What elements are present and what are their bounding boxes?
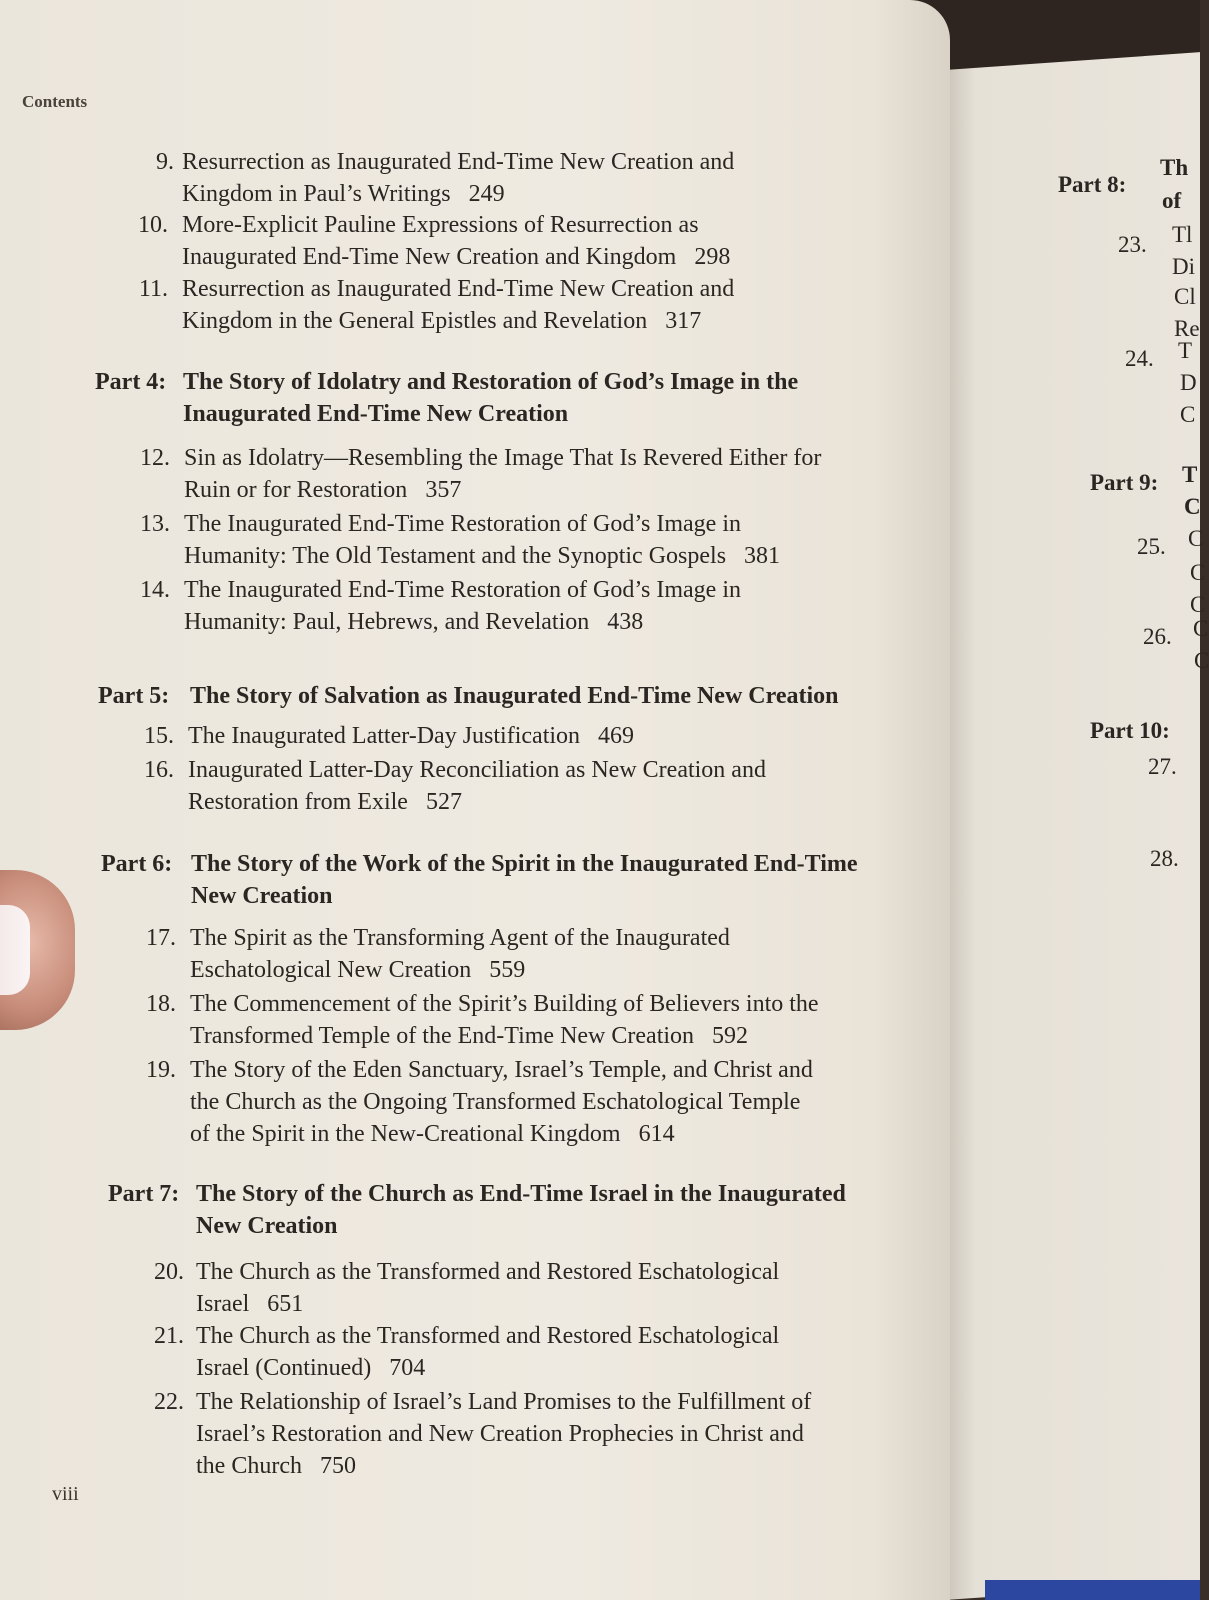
chapter-number: 10. (138, 212, 168, 238)
chapter-number: 13. (140, 511, 170, 537)
chapter-title-line: The Inaugurated Latter-Day Justification (188, 723, 581, 749)
page-number: 614 (638, 1121, 675, 1147)
page-number: 704 (389, 1355, 426, 1381)
chapter-title-line: More-Explicit Pauline Expressions of Resurrection as (182, 212, 699, 238)
chapter-number: 21. (154, 1323, 184, 1349)
part-title-line: New Creation (191, 883, 333, 909)
right-title-fragment: C (1190, 560, 1206, 585)
page-number: 750 (319, 1453, 356, 1479)
chapter-title-line: Resurrection as Inaugurated End-Time New Creation and (182, 149, 735, 175)
chapter-title-line: Kingdom in the General Epistles and Revelation (182, 308, 648, 334)
chapter-number: 14. (140, 577, 170, 603)
chapter-title-line: of the Spirit in the New-Creational Kingdom (190, 1121, 621, 1147)
chapter-number: 20. (154, 1259, 184, 1285)
chapter-number: 22. (154, 1389, 184, 1415)
right-part-title-fragment: C (1184, 494, 1201, 519)
right-chapter-number: 25. (1137, 534, 1166, 559)
right-title-fragment: C (1188, 526, 1204, 551)
page-number: 357 (425, 477, 462, 503)
right-title-fragment: Re (1174, 316, 1200, 341)
chapter-title-line: The Church as the Transformed and Restored Eschatological (196, 1323, 780, 1349)
chapter-title-line: Restoration from Exile (188, 789, 408, 815)
chapter-title-line: The Commencement of the Spirit’s Building of Believers into the (190, 991, 819, 1017)
chapter-number: 18. (146, 991, 176, 1017)
page-number: 249 (468, 181, 505, 207)
right-title-fragment: Tl (1172, 222, 1193, 247)
chapter-title-line: Humanity: The Old Testament and the Synoptic Gospels (184, 543, 727, 569)
part-label: Part 7: (108, 1181, 180, 1207)
chapter-title-line: Transformed Temple of the End-Time New Creation (190, 1023, 695, 1049)
part-title-line: The Story of the Church as End-Time Israel in the Inaugurated (196, 1181, 846, 1207)
right-chapter-number: 24. (1125, 346, 1154, 371)
part-label: Part 6: (101, 851, 173, 877)
chapter-number: 19. (146, 1057, 176, 1083)
fingernail (0, 905, 30, 995)
chapter-title-line: The Story of the Eden Sanctuary, Israel’s Temple, and Christ and (190, 1057, 813, 1083)
part-title-line: The Story of the Work of the Spirit in the Inaugurated End-Time (191, 851, 858, 877)
right-chapter-number: 23. (1118, 232, 1147, 257)
page-number: 317 (665, 308, 702, 334)
right-part-title-fragment: T (1182, 462, 1198, 487)
page-number: 527 (425, 789, 462, 815)
page-number: 298 (694, 244, 731, 270)
chapter-number: 12. (140, 445, 170, 471)
chapter-title-line: Ruin or for Restoration (184, 477, 408, 503)
right-title-fragment: C (1194, 648, 1209, 673)
right-title-fragment: T (1178, 338, 1193, 363)
part-title-line: Inaugurated End-Time New Creation (183, 401, 569, 427)
chapter-title-line: Israel (196, 1291, 250, 1317)
chapter-title-line: The Inaugurated End-Time Restoration of God’s Image in (184, 511, 741, 537)
right-title-fragment: Cl (1174, 284, 1196, 309)
chapter-title-line: the Church as the Ongoing Transformed Eschatological Temple (190, 1089, 801, 1115)
chapter-title-line: Sin as Idolatry—Resembling the Image That Is Revered Either for (184, 445, 822, 471)
part-label: Part 4: (95, 369, 167, 395)
part-label: Part 5: (98, 683, 170, 709)
chapter-title-line: Humanity: Paul, Hebrews, and Revelation (184, 609, 590, 635)
right-chapter-number: 26. (1143, 624, 1172, 649)
chapter-title-line: Resurrection as Inaugurated End-Time New Creation and (182, 276, 735, 302)
chapter-title-line: Eschatological New Creation (190, 957, 472, 983)
chapter-title-line: The Church as the Transformed and Restored Eschatological (196, 1259, 780, 1285)
chapter-number: 17. (146, 925, 176, 951)
chapter-title-line: The Inaugurated End-Time Restoration of God’s Image in (184, 577, 741, 603)
right-title-fragment: C (1190, 592, 1206, 617)
chapter-title-line: the Church (196, 1453, 302, 1479)
right-chapter-number: 27. (1148, 754, 1177, 779)
right-part-label: Part 10: (1090, 718, 1170, 743)
part-title-line: New Creation (196, 1213, 338, 1239)
chapter-title-line: Israel’s Restoration and New Creation Prophecies in Christ and (196, 1421, 804, 1447)
chapter-number: 16. (144, 757, 174, 783)
page-number: 592 (712, 1023, 749, 1049)
running-head: Contents (22, 92, 88, 111)
right-part-title-fragment: of (1162, 188, 1182, 213)
page-number: 438 (607, 609, 644, 635)
page-number: 559 (489, 957, 526, 983)
right-chapter-number: 28. (1150, 846, 1179, 871)
folio-number: viii (52, 1483, 79, 1505)
right-title-fragment: D (1180, 370, 1197, 395)
right-title-fragment: C (1180, 402, 1196, 427)
chapter-title-line: The Relationship of Israel’s Land Promises to the Fulfillment of (196, 1389, 812, 1415)
chapter-title-line: Kingdom in Paul’s Writings (182, 181, 451, 207)
part-title-line: The Story of Salvation as Inaugurated End-Time New Creation (190, 683, 839, 709)
right-title-fragment: Di (1172, 254, 1195, 279)
chapter-title-line: Inaugurated End-Time New Creation and Kingdom (182, 244, 677, 270)
chapter-title-line: Inaugurated Latter-Day Reconciliation as New Creation and (188, 757, 766, 783)
right-title-fragment: C (1193, 616, 1209, 641)
page-number: 469 (598, 723, 635, 749)
chapter-title-line: Israel (Continued) (196, 1355, 372, 1381)
page-number: 651 (267, 1291, 304, 1317)
chapter-number: 15. (144, 723, 174, 749)
chapter-title-line: The Spirit as the Transforming Agent of the Inaugurated (190, 925, 730, 951)
right-part-title-fragment: Th (1160, 155, 1189, 180)
chapter-number: 11. (138, 276, 168, 302)
page-number: 381 (744, 543, 781, 569)
part-title-line: The Story of Idolatry and Restoration of God’s Image in the (183, 369, 799, 395)
chapter-number: 9. (156, 149, 174, 175)
right-part-label: Part 9: (1090, 470, 1159, 495)
right-page-text (950, 0, 1209, 1600)
right-part-label: Part 8: (1058, 172, 1127, 197)
